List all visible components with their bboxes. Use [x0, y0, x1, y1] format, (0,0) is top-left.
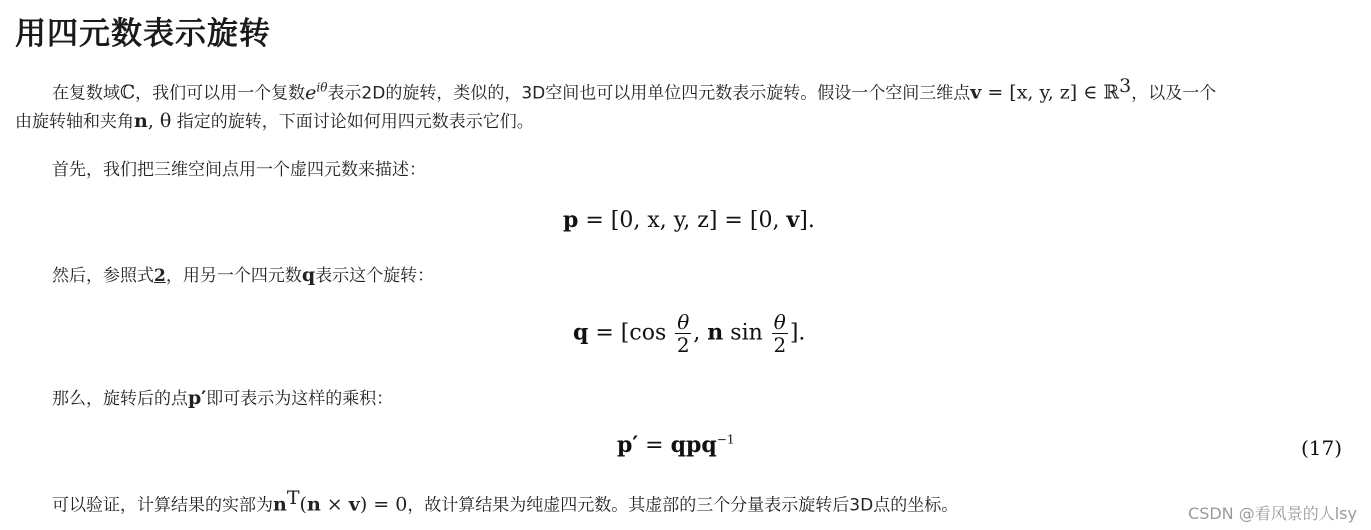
page-title: 用四元数表示旋转 — [15, 16, 271, 52]
paragraph-then-point — [52, 386, 393, 411]
math-superscript: 3 — [1119, 75, 1132, 97]
math-p-prime: p′ — [617, 432, 639, 458]
math-text: = — [638, 433, 671, 458]
text-span: ，用另一个四元数 — [165, 266, 302, 286]
math-text: ]. — [799, 208, 815, 233]
frac-den: 2 — [676, 333, 690, 357]
text-span: 表示这个旋转： — [315, 266, 435, 286]
math-v: v — [348, 493, 360, 516]
math-exponent: iθ — [316, 80, 328, 95]
math-n: n — [273, 493, 287, 516]
math-text: ( — [299, 493, 307, 516]
text-span: 在复数域 — [52, 83, 120, 104]
math-q: q — [573, 319, 589, 346]
equation-rotation — [617, 432, 734, 458]
math-text: = [0, x, y, z] = [0, — [578, 208, 787, 233]
equation-number: (17) — [1301, 436, 1343, 460]
math-e: e — [305, 81, 317, 104]
equation-q-def — [573, 311, 805, 356]
frac-den: 2 — [773, 333, 787, 357]
math-p-prime: p′ — [188, 387, 207, 409]
math-qpq: qpq — [670, 432, 717, 458]
frac-num: θ — [773, 310, 786, 334]
text-span: ，我们可以用一个复数 — [135, 83, 306, 104]
paragraph-intro-line1 — [52, 74, 1216, 106]
paragraph-verify — [52, 486, 958, 518]
equation-p-def — [563, 207, 815, 233]
text-span: 由旋转轴和夹角 — [15, 112, 134, 132]
text-span: 即可表示为这样的乘积： — [206, 389, 394, 409]
math-complex-field: ℂ — [120, 81, 136, 104]
math-n: n — [306, 493, 321, 516]
text-span: ，以及一个 — [1131, 83, 1217, 104]
math-q: q — [301, 264, 316, 286]
math-vector-v: v — [970, 81, 982, 104]
watermark: CSDN @看风景的人lsy — [1188, 504, 1357, 523]
fraction-theta-half — [675, 311, 691, 356]
text-span: 可以验证，计算结果的实部为 — [52, 495, 273, 516]
text-span: 然后，参照式 — [52, 266, 154, 286]
paragraph-first: 首先，我们把三维空间点用一个虚四元数来描述： — [52, 160, 426, 180]
math-exponent: −1 — [716, 432, 735, 447]
math-theta: , θ — [147, 110, 172, 132]
math-vector-n: n — [134, 110, 148, 132]
math-text: ]. — [789, 320, 806, 346]
text-span: ，故计算结果为纯虚四元数。其虚部的三个分量表示旋转后3D点的坐标。 — [407, 495, 959, 516]
equation-ref-link[interactable]: 2 — [154, 266, 166, 286]
math-vector-def: = [x, y, z] ∈ ℝ — [981, 81, 1120, 104]
math-n: n — [707, 319, 724, 346]
text-span: 指定的旋转，下面讨论如何用四元数表示它们。 — [171, 112, 534, 132]
text-span: 那么，旋转后的点 — [52, 389, 188, 409]
text-span: 表示2D的旋转，类似的，3D空间也可以用单位四元数表示旋转。假设一个空间三维点 — [327, 83, 971, 104]
math-v: v — [786, 207, 800, 233]
math-text: sin — [723, 320, 770, 346]
math-p: p — [563, 207, 579, 233]
paragraph-intro-line2 — [15, 109, 534, 134]
math-text: = [cos — [588, 320, 674, 346]
math-text: ) = 0 — [359, 493, 408, 516]
frac-num: θ — [677, 310, 690, 334]
math-transpose: T — [286, 487, 300, 509]
fraction-theta-half — [772, 311, 788, 356]
math-text: × — [320, 493, 349, 516]
paragraph-then — [52, 263, 434, 288]
math-text: , — [693, 320, 708, 346]
